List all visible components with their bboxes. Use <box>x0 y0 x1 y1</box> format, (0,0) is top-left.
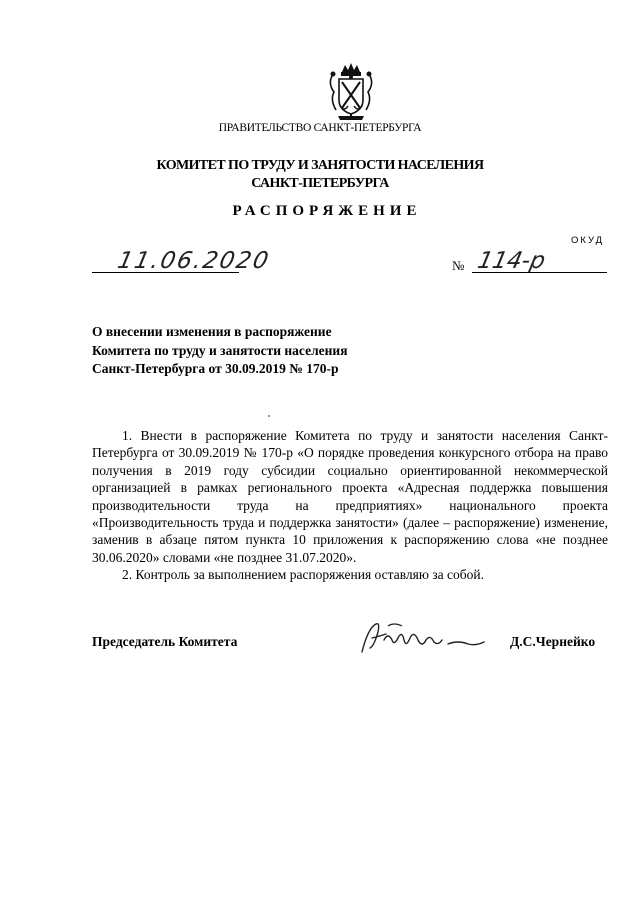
body-paragraph-1: 1. Внести в распоряжение Комитета по труду и занятости населения Санкт-Петербурга от 30.09.2019 № 170-р «О порядке проведения конкурсного отбора на право получения в 2019 году субсидии социально ориентированной некоммерческой организацией в рамках регионального проекта «Адресная поддержка повышения производительности труда на предприятиях» национального проекта «Производительность труда и поддержка занятости» (далее – распоряжение) изменение, заменив в абзаце пятом пункта 10 приложения к распоряжению слова «не позднее 30.06.2020» словами «не позднее 31.07.2020». <box>92 428 608 565</box>
number-label: № <box>452 258 465 273</box>
signature-icon <box>358 618 488 658</box>
handwritten-date: 11.06.2020 <box>115 248 273 274</box>
coat-of-arms-icon <box>326 62 376 122</box>
date-underline <box>92 272 239 273</box>
subject-line1: О внесении изменения в распоряжение <box>92 324 332 339</box>
subject-line2: Комитета по труду и занятости населения <box>92 342 348 358</box>
committee-name-line2: САНКТ-ПЕТЕРБУРГА <box>251 176 389 191</box>
document-subject <box>92 323 348 379</box>
scan-speck <box>268 415 270 417</box>
subject-line3: Санкт-Петербурга от 30.09.2019 № 170-р <box>92 361 339 376</box>
handwritten-number: 114-р <box>475 248 548 274</box>
government-name: ПРАВИТЕЛЬСТВО САНКТ-ПЕТЕРБУРГА <box>218 122 422 134</box>
committee-name <box>0 157 640 193</box>
number-underline <box>472 272 607 273</box>
signatory-name: Д.С.Чернейко <box>510 634 596 649</box>
okud-label: ОКУД <box>571 235 605 246</box>
signatory-title: Председатель Комитета <box>92 634 238 649</box>
body-paragraph-2: 2. Контроль за выполнением распоряжения оставляю за собой. <box>122 567 484 583</box>
document-body <box>92 427 608 584</box>
document-type: РАСПОРЯЖЕНИЕ <box>232 203 422 219</box>
committee-name-line1: КОМИТЕТ ПО ТРУДУ И ЗАНЯТОСТИ НАСЕЛЕНИЯ <box>156 158 484 173</box>
